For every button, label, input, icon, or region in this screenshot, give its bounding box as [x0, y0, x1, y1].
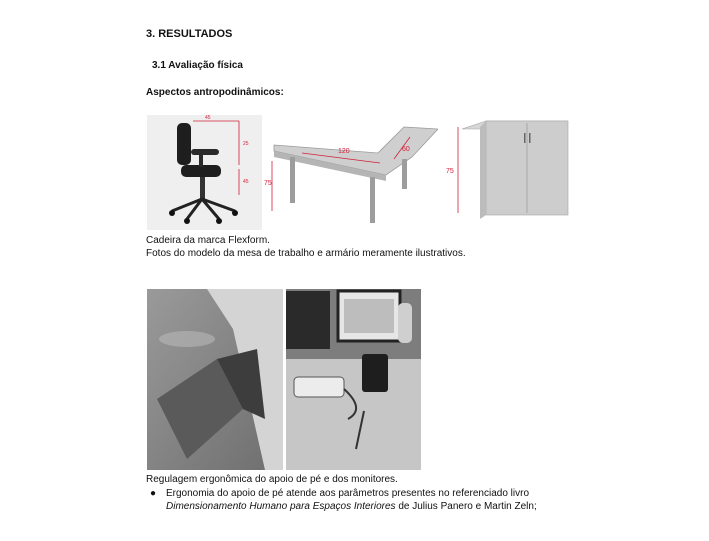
desk-dim-width: 60	[402, 146, 410, 153]
cabinet-image	[440, 115, 576, 230]
monitors-photo	[286, 289, 421, 470]
figure2-caption: Regulagem ergonômica do apoio de pé e dos monitores.	[146, 474, 398, 485]
book-authors: de Julius Panero e Martin Zeln;	[395, 501, 537, 512]
book-title: Dimensionamento Humano para Espaços Interiores	[166, 501, 396, 512]
aspects-heading: Aspectos antropodinâmicos:	[146, 87, 284, 98]
chair-dim-depth: 45	[205, 115, 211, 121]
subsection-heading: 3.1 Avaliação física	[152, 60, 243, 71]
cabinet-dim-height: 75	[446, 168, 454, 175]
desk-dim-height: 75	[264, 180, 272, 187]
chair-dim-seat: 45	[243, 179, 249, 185]
chair-image	[147, 115, 262, 230]
section-heading: 3. RESULTADOS	[146, 28, 233, 40]
figure1-caption-line1: Cadeira da marca Flexform.	[146, 235, 270, 246]
desk-dim-length: 120	[338, 148, 350, 155]
chair-dim-back: 25	[243, 141, 249, 147]
bullet-dot: ●	[150, 488, 157, 499]
desk-image	[262, 115, 438, 230]
bullet-line1: Ergonomia do apoio de pé atende aos parâmetros presentes no referenciado livro	[166, 488, 530, 499]
bullet-line2	[166, 501, 537, 512]
figure1-caption-line2: Fotos do modelo da mesa de trabalho e armário meramente ilustrativos.	[146, 248, 466, 259]
footrest-photo	[147, 289, 283, 470]
